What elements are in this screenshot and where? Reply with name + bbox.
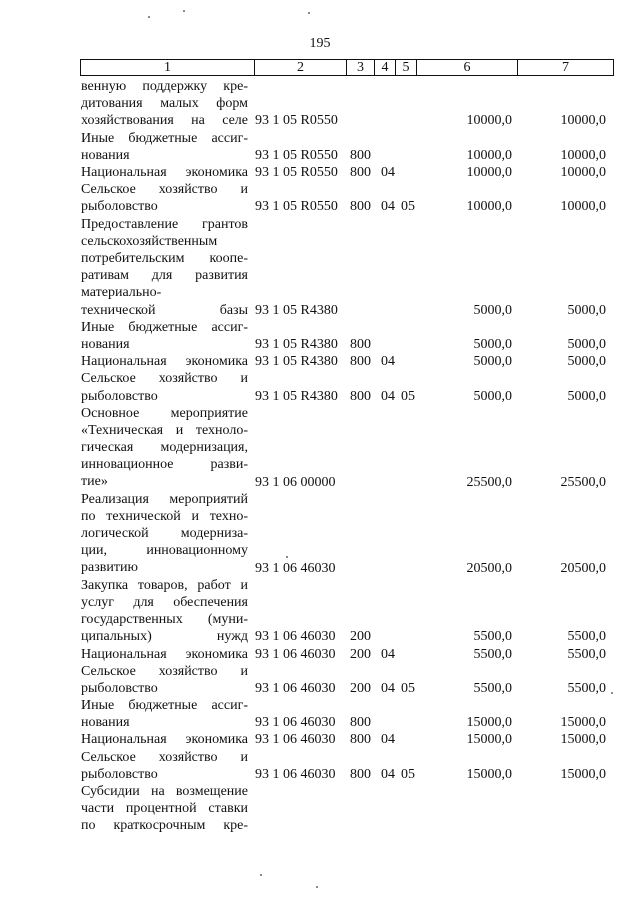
amount-year-2: 10000,0 — [560, 164, 606, 180]
row-values — [0, 474, 640, 491]
table-row — [0, 216, 640, 319]
target-article-code: 93 1 05 R0550 — [255, 164, 338, 180]
description-line: услуг для обеспечения — [81, 594, 248, 610]
description-line: Закупка товаров, работ и — [81, 577, 248, 593]
table-row — [0, 577, 640, 646]
amount-year-2: 5500,0 — [567, 680, 606, 696]
row-values — [0, 198, 640, 215]
amount-year-1: 20500,0 — [466, 560, 512, 576]
amount-year-1: 10000,0 — [466, 164, 512, 180]
expense-type-code: 800 — [350, 336, 371, 352]
table-row — [0, 731, 640, 748]
target-article-code: 93 1 05 R4380 — [255, 336, 338, 352]
amount-year-2: 10000,0 — [560, 113, 606, 129]
header-col-5: 5 — [396, 60, 417, 75]
section-code: 04 — [381, 354, 395, 370]
description-line: части процентной ставки — [81, 801, 248, 817]
amount-year-1: 10000,0 — [466, 147, 512, 163]
description-line: рыболовство — [81, 199, 158, 215]
expense-type-code: 800 — [350, 147, 371, 163]
description-line: Национальная экономика — [81, 732, 248, 748]
table-row — [0, 405, 640, 491]
description-line: технической базы — [81, 302, 248, 318]
description-line: нования — [81, 715, 130, 731]
subsection-code: 05 — [401, 680, 415, 696]
description-line: логической модерниза- — [81, 526, 248, 542]
row-values — [0, 714, 640, 731]
target-article-code: 93 1 05 R4380 — [255, 388, 338, 404]
row-values — [0, 731, 640, 748]
description-line: Национальная экономика — [81, 646, 248, 662]
description-line: Реализация мероприятий — [81, 491, 248, 507]
description-line: Национальная экономика — [81, 164, 248, 180]
description-line: хозяйствования на селе — [81, 113, 248, 129]
expense-type-code: 200 — [350, 646, 371, 662]
target-article-code: 93 1 06 46030 — [255, 732, 336, 748]
amount-year-1: 5000,0 — [473, 302, 512, 318]
scan-speck — [260, 874, 262, 876]
expense-type-code: 200 — [350, 629, 371, 645]
page-number: 195 — [309, 36, 331, 51]
expense-type-code: 800 — [350, 164, 371, 180]
row-values — [0, 302, 640, 319]
amount-year-2: 5000,0 — [567, 388, 606, 404]
amount-year-2: 15000,0 — [560, 732, 606, 748]
description-line: Иные бюджетные ассиг- — [81, 130, 248, 146]
description-line: тие» — [81, 474, 108, 490]
amount-year-1: 10000,0 — [466, 113, 512, 129]
amount-year-2: 10000,0 — [560, 147, 606, 163]
expense-type-code: 800 — [350, 199, 371, 215]
description-line: дитования малых форм — [81, 96, 248, 112]
expense-type-code: 800 — [350, 766, 371, 782]
description-line: инновационное разви- — [81, 457, 248, 473]
description-line: развитию — [81, 560, 138, 576]
row-values — [0, 388, 640, 405]
target-article-code: 93 1 05 R4380 — [255, 302, 338, 318]
amount-year-1: 5500,0 — [473, 680, 512, 696]
table-row — [0, 783, 640, 835]
amount-year-2: 15000,0 — [560, 715, 606, 731]
description-line: по технической и техно- — [81, 508, 248, 524]
amount-year-1: 5500,0 — [473, 646, 512, 662]
description-line: Предоставление грантов — [81, 216, 248, 232]
row-values — [0, 147, 640, 164]
row-values — [0, 164, 640, 181]
target-article-code: 93 1 05 R0550 — [255, 147, 338, 163]
description-line: Национальная экономика — [81, 354, 248, 370]
scan-speck — [308, 12, 310, 14]
target-article-code: 93 1 06 46030 — [255, 560, 336, 576]
scan-speck — [316, 886, 318, 888]
description-line: нования — [81, 147, 130, 163]
description-line: венную поддержку кре- — [81, 79, 248, 94]
section-code: 04 — [381, 388, 395, 404]
subsection-code: 05 — [401, 766, 415, 782]
description-line: гическая модернизация, — [81, 440, 248, 456]
header-col-1: 1 — [81, 60, 255, 75]
table-header-row — [80, 59, 614, 76]
description-line: Основное мероприятие — [81, 405, 248, 421]
amount-year-1: 25500,0 — [466, 474, 512, 490]
header-col-3: 3 — [347, 60, 375, 75]
amount-year-2: 5000,0 — [567, 302, 606, 318]
header-col-4: 4 — [375, 60, 396, 75]
header-col-7: 7 — [562, 60, 569, 75]
description-line: Сельское хозяйство и — [81, 371, 248, 387]
row-values — [0, 353, 640, 370]
row-values — [0, 817, 640, 834]
description-line: Сельское хозяйство и — [81, 663, 248, 679]
description-line: Иные бюджетные ассиг- — [81, 319, 248, 335]
amount-year-1: 15000,0 — [466, 715, 512, 731]
expense-type-code: 200 — [350, 680, 371, 696]
header-col-6: 6 — [417, 60, 518, 75]
table-body — [0, 78, 640, 835]
expense-type-code: 800 — [350, 732, 371, 748]
table-row — [0, 491, 640, 577]
expense-type-code: 800 — [350, 354, 371, 370]
section-code: 04 — [381, 199, 395, 215]
description-line: Иные бюджетные ассиг- — [81, 698, 248, 714]
target-article-code: 93 1 06 46030 — [255, 715, 336, 731]
section-code: 04 — [381, 766, 395, 782]
amount-year-2: 5500,0 — [567, 646, 606, 662]
description-line: Сельское хозяйство и — [81, 182, 248, 198]
row-values — [0, 646, 640, 663]
amount-year-1: 10000,0 — [466, 199, 512, 215]
expense-type-code: 800 — [350, 388, 371, 404]
table-row — [0, 78, 640, 130]
amount-year-1: 5000,0 — [473, 336, 512, 352]
target-article-code: 93 1 06 46030 — [255, 629, 336, 645]
scan-speck — [611, 692, 613, 694]
description-line: рыболовство — [81, 388, 158, 404]
row-values — [0, 112, 640, 129]
subsection-code: 05 — [401, 388, 415, 404]
table-row — [0, 353, 640, 370]
target-article-code: 93 1 06 46030 — [255, 646, 336, 662]
target-article-code: 93 1 06 46030 — [255, 680, 336, 696]
target-article-code: 93 1 05 R0550 — [255, 113, 338, 129]
amount-year-1: 15000,0 — [466, 732, 512, 748]
table-row — [0, 646, 640, 663]
section-code: 04 — [381, 732, 395, 748]
subsection-code: 05 — [401, 199, 415, 215]
amount-year-1: 5000,0 — [473, 388, 512, 404]
amount-year-2: 5000,0 — [567, 336, 606, 352]
amount-year-2: 20500,0 — [560, 560, 606, 576]
target-article-code: 93 1 05 R4380 — [255, 354, 338, 370]
description-line: ции, инновационному — [81, 543, 248, 559]
table-row — [0, 130, 640, 164]
scan-speck — [148, 16, 150, 18]
target-article-code: 93 1 06 00000 — [255, 474, 336, 490]
amount-year-2: 5000,0 — [567, 354, 606, 370]
description-line: потребительским коопе- — [81, 250, 248, 266]
table-row — [0, 181, 640, 215]
description-line: рыболовство — [81, 766, 158, 782]
description-line: ципальных) нужд — [81, 629, 248, 645]
row-values — [0, 680, 640, 697]
table-row — [0, 370, 640, 404]
description-line: «Техническая и техноло- — [81, 422, 248, 438]
table-row — [0, 749, 640, 783]
table-row — [0, 663, 640, 697]
table-row — [0, 697, 640, 731]
description-line: государственных (муни- — [81, 612, 248, 628]
table-row — [0, 319, 640, 353]
scan-speck — [183, 10, 185, 12]
amount-year-2: 5500,0 — [567, 629, 606, 645]
amount-year-2: 25500,0 — [560, 474, 606, 490]
description-line: Субсидии на возмещение — [81, 784, 248, 800]
scan-speck — [286, 556, 288, 558]
table-row — [0, 164, 640, 181]
description-line: сельскохозяйственным — [81, 233, 218, 249]
row-values — [0, 628, 640, 645]
amount-year-1: 5000,0 — [473, 354, 512, 370]
target-article-code: 93 1 05 R0550 — [255, 199, 338, 215]
amount-year-1: 5500,0 — [473, 629, 512, 645]
target-article-code: 93 1 06 46030 — [255, 766, 336, 782]
row-values — [0, 336, 640, 353]
header-col-2: 2 — [255, 60, 347, 75]
section-code: 04 — [381, 646, 395, 662]
description-line: по краткосрочным кре- — [81, 818, 248, 834]
amount-year-1: 15000,0 — [466, 766, 512, 782]
section-code: 04 — [381, 164, 395, 180]
description-line: материально- — [81, 285, 162, 301]
row-values — [0, 766, 640, 783]
description-line: рыболовство — [81, 680, 158, 696]
description-line: ративам для развития — [81, 268, 248, 284]
expense-type-code: 800 — [350, 715, 371, 731]
section-code: 04 — [381, 680, 395, 696]
amount-year-2: 10000,0 — [560, 199, 606, 215]
description-line: нования — [81, 336, 130, 352]
description-line: Сельское хозяйство и — [81, 749, 248, 765]
amount-year-2: 15000,0 — [560, 766, 606, 782]
row-values — [0, 560, 640, 577]
